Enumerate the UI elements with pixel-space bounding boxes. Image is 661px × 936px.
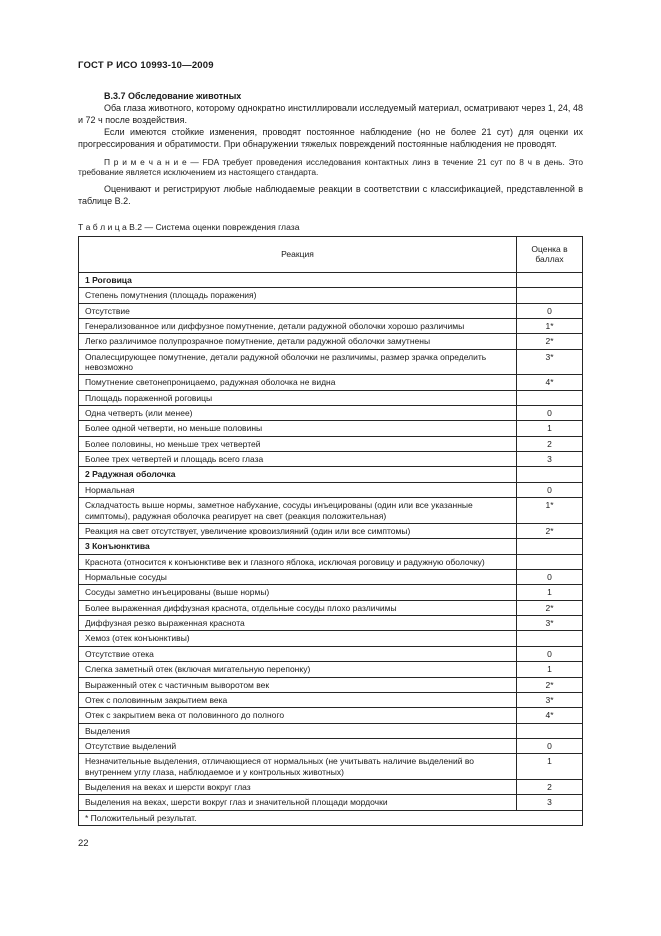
reaction-cell: Более половины, но меньше трех четвертей: [79, 436, 517, 451]
score-cell: 0: [517, 738, 583, 753]
score-cell: 3: [517, 452, 583, 467]
table-row: [79, 616, 583, 631]
score-cell: 0: [517, 303, 583, 318]
score-cell: 0: [517, 482, 583, 497]
table-row: [79, 708, 583, 723]
score-cell: 2*: [517, 600, 583, 615]
score-cell: 0: [517, 570, 583, 585]
reaction-cell: Реакция на свет отсутствует, увеличение кровоизлияний (один или все симптомы): [79, 523, 517, 538]
table-row: [79, 646, 583, 661]
reaction-cell: Слегка заметный отек (включая мигательную перепонку): [79, 662, 517, 677]
table-row: [79, 738, 583, 753]
table-body: [79, 272, 583, 825]
score-cell: [517, 539, 583, 554]
document-header: ГОСТ Р ИСО 10993-10—2009: [78, 60, 214, 71]
reaction-cell: Опалесцирующее помутнение, детали радужной оболочки не различимы, размер зрачка определить невозможно: [79, 349, 517, 375]
score-cell: 1: [517, 421, 583, 436]
table-row: [79, 406, 583, 421]
eye-damage-score-table: [78, 236, 583, 826]
score-cell: 1: [517, 754, 583, 780]
table-row: [79, 318, 583, 333]
score-cell: 4*: [517, 708, 583, 723]
table-row: [79, 600, 583, 615]
table-row: [79, 421, 583, 436]
table-row: [79, 482, 583, 497]
reaction-cell: Более одной четверти, но меньше половины: [79, 421, 517, 436]
reaction-cell: Складчатость выше нормы, заметное набухание, сосуды инъецированы (один или все указанные симптомы), радужная оболочка реагирует на свет (реакция положительная): [79, 498, 517, 524]
table-row: [79, 390, 583, 405]
table-row: [79, 554, 583, 569]
column-header-score: Оценка в баллах: [517, 237, 583, 273]
table-row: [79, 539, 583, 554]
score-cell: 3*: [517, 692, 583, 707]
reaction-cell: Площадь пораженной роговицы: [79, 390, 517, 405]
score-cell: [517, 390, 583, 405]
score-cell: 1: [517, 662, 583, 677]
reaction-cell: 2 Радужная оболочка: [79, 467, 517, 482]
reaction-cell: Нормальные сосуды: [79, 570, 517, 585]
score-cell: 1: [517, 585, 583, 600]
column-header-reaction: Реакция: [79, 237, 517, 273]
table-row: [79, 754, 583, 780]
score-cell: 2*: [517, 677, 583, 692]
reaction-cell: Помутнение светонепроницаемо, радужная оболочка не видна: [79, 375, 517, 390]
score-cell: [517, 467, 583, 482]
table-row: [79, 375, 583, 390]
reaction-cell: Нормальная: [79, 482, 517, 497]
score-cell: 0: [517, 646, 583, 661]
score-cell: 3*: [517, 349, 583, 375]
table-row: [79, 795, 583, 810]
score-cell: [517, 272, 583, 287]
score-cell: 2*: [517, 523, 583, 538]
reaction-cell: Одна четверть (или менее): [79, 406, 517, 421]
reaction-cell: Выделения на веках и шерсти вокруг глаз: [79, 780, 517, 795]
score-cell: 4*: [517, 375, 583, 390]
table-header-row: [79, 237, 583, 273]
table-row: [79, 498, 583, 524]
reaction-cell: Сосуды заметно инъецированы (выше нормы): [79, 585, 517, 600]
table-row: [79, 692, 583, 707]
page-number: 22: [78, 838, 89, 850]
table-row: [79, 303, 583, 318]
table-row: [79, 631, 583, 646]
reaction-cell: Степень помутнения (площадь поражения): [79, 288, 517, 303]
reaction-cell: 3 Конъюнктива: [79, 539, 517, 554]
table-row: [79, 662, 583, 677]
score-cell: [517, 554, 583, 569]
reaction-cell: Более выраженная диффузная краснота, отдельные сосуды плохо различимы: [79, 600, 517, 615]
table-row: [79, 677, 583, 692]
reaction-cell: 1 Роговица: [79, 272, 517, 287]
table-row: [79, 780, 583, 795]
reaction-cell: Диффузная резко выраженная краснота: [79, 616, 517, 631]
reaction-cell: Краснота (относится к конъюнктиве век и глазного яблока, исключая роговицу и радужную оболочку): [79, 554, 517, 569]
reaction-cell: Легко различимое полупрозрачное помутнение, детали радужной оболочки замутнены: [79, 334, 517, 349]
reaction-cell: Отсутствие выделений: [79, 738, 517, 753]
score-cell: 2*: [517, 334, 583, 349]
score-cell: 3: [517, 795, 583, 810]
reaction-cell: Выделения: [79, 723, 517, 738]
paragraph: Оценивают и регистрируют любые наблюдаемые реакции в соответствии с классификацией, представленной в таблице В.2.: [78, 184, 583, 207]
table-row: [79, 467, 583, 482]
table-row: [79, 570, 583, 585]
reaction-cell: Генерализованное или диффузное помутнение, детали радужной оболочки хорошо различимы: [79, 318, 517, 333]
table-row: [79, 334, 583, 349]
table-row: [79, 452, 583, 467]
score-cell: 2: [517, 780, 583, 795]
score-cell: [517, 723, 583, 738]
score-cell: [517, 288, 583, 303]
reaction-cell: Хемоз (отек конъюнктивы): [79, 631, 517, 646]
table-caption: Т а б л и ц а В.2 — Система оценки повреждения глаза: [78, 222, 300, 233]
table-row: [79, 723, 583, 738]
score-cell: 3*: [517, 616, 583, 631]
note-paragraph: П р и м е ч а н и е — FDA требует проведения исследования контактных линз в течение 21 сут по 8 ч в день. Это требование является исключением из настоящего стандарта.: [78, 156, 583, 178]
paragraph: Если имеются стойкие изменения, проводят постоянное наблюдение (но не более 21 сут) для оценки их прогрессирования и обратимости. При обнаружении тяжелых повреждений постоянные наблюдения не проводят.: [78, 126, 583, 149]
score-cell: 2: [517, 436, 583, 451]
reaction-cell: Отек с закрытием века от половинного до полного: [79, 708, 517, 723]
reaction-cell: Отсутствие: [79, 303, 517, 318]
footnote-cell: * Положительный результат.: [79, 810, 583, 825]
score-cell: 1*: [517, 318, 583, 333]
reaction-cell: Выделения на веках, шерсти вокруг глаз и значительной площади мордочки: [79, 795, 517, 810]
reaction-cell: Более трех четвертей и площадь всего глаза: [79, 452, 517, 467]
table-row: [79, 436, 583, 451]
table-row: [79, 585, 583, 600]
table-footnote-row: [79, 810, 583, 825]
paragraph: Оба глаза животного, которому однократно инстиллировали исследуемый материал, осматривают через 1, 24, 48 и 72 ч после воздействия.: [78, 103, 583, 125]
table-row: [79, 288, 583, 303]
reaction-cell: Отсутствие отека: [79, 646, 517, 661]
score-cell: 0: [517, 406, 583, 421]
score-cell: 1*: [517, 498, 583, 524]
table-row: [79, 523, 583, 538]
reaction-cell: Незначительные выделения, отличающиеся от нормальных (не учитывать наличие выделений во внутреннем углу глаза, наблюдаемое и у контрольных животных): [79, 754, 517, 780]
table-row: [79, 272, 583, 287]
table-row: [79, 349, 583, 375]
section-heading: В.3.7 Обследование животных: [104, 91, 242, 101]
reaction-cell: Отек с половинным закрытием века: [79, 692, 517, 707]
reaction-cell: Выраженный отек с частичным выворотом век: [79, 677, 517, 692]
table-header: [79, 237, 583, 273]
score-cell: [517, 631, 583, 646]
